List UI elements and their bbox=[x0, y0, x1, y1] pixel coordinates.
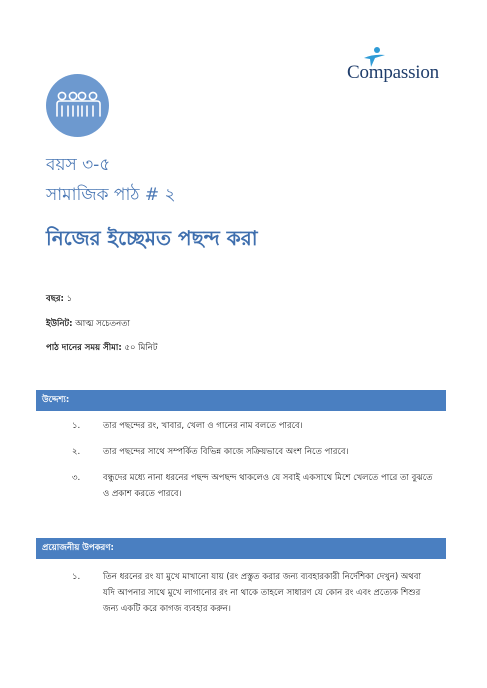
brand-name: Compassion bbox=[347, 62, 439, 83]
item-number: ২. bbox=[72, 447, 81, 457]
item-number: ৩. bbox=[72, 473, 81, 483]
page-title: নিজের ইচ্ছেমত পছন্দ করা bbox=[46, 226, 258, 250]
item-text: তিন ধরনের রং যা মুখে মাখানো যায় (রং প্রস্তুত করার জন্য ব্যবহারকারী নির্দেশিকা দেখুন) অথবা যদি আপনার সাথে মুখে লাগানোর রং না থাকে তাহলে সাধারণ যে কোন রং এবং প্রত্যেক শিশুর জন্য একটি করে কাগজ ব্যবহার করুন। bbox=[103, 572, 421, 614]
materials-heading: প্রয়োজনীয় উপকরণ: bbox=[36, 538, 446, 559]
item-text: তার পছন্দের সাথে সম্পর্কিত বিভিন্ন কাজে সক্রিয়ভাবে অংশ নিতে পারবে। bbox=[103, 447, 349, 457]
compassion-logo bbox=[345, 46, 455, 90]
meta-duration bbox=[46, 341, 157, 355]
age-range: বয়স ৩-৫ bbox=[46, 155, 111, 175]
meta-label: ইউনিট: bbox=[46, 319, 73, 329]
item-text: বন্ধুদের মধ্যে নানা ধরনের পছন্দ অপছন্দ থাকলেও যে সবাই একসাথে মিশে খেলতে পারে তা বুঝতে ও প্রকাশ করতে পারবে। bbox=[103, 473, 433, 499]
lesson-number: সামাজিক পাঠ # ২ bbox=[46, 185, 176, 205]
meta-value: আত্ম সচেতনতা bbox=[75, 319, 131, 329]
item-number: ১. bbox=[72, 572, 81, 582]
meta-label: বছর: bbox=[46, 294, 64, 304]
meta-label: পাঠ দানের সময় সীমা: bbox=[46, 343, 122, 353]
meta-value: ৫০ মিনিট bbox=[124, 343, 158, 353]
meta-unit bbox=[46, 317, 130, 331]
meta-value: ১ bbox=[66, 294, 73, 304]
objectives-heading: উদ্দেশ্য: bbox=[36, 390, 446, 411]
people-group-icon bbox=[46, 74, 109, 137]
item-text: তার পছন্দের রং, খাবার, খেলা ও গানের নাম বলতে পারবে। bbox=[103, 421, 303, 431]
item-number: ১. bbox=[72, 421, 81, 431]
meta-year bbox=[46, 292, 72, 306]
